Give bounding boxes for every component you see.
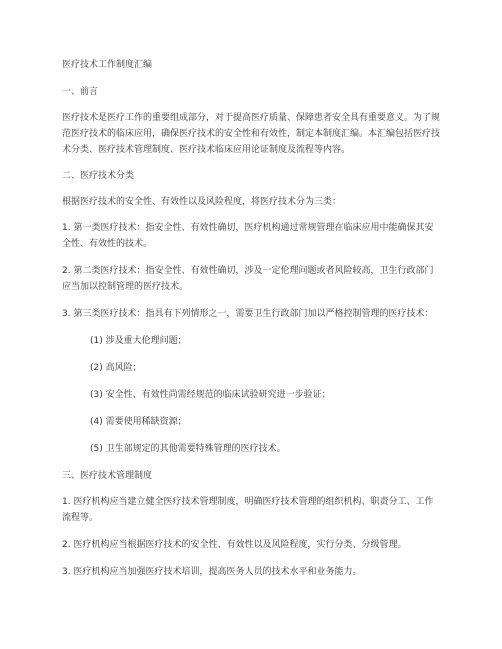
classification-intro: 根据医疗技术的安全性、有效性以及风险程度，将医疗技术分为三类：: [62, 197, 342, 207]
classification-item-3: 3. 第三类医疗技术：指具有下列情形之一，需要卫生行政部门加以严格控制管理的医疗技术：: [62, 309, 434, 319]
class-three-criterion-1: (1) 涉及重大伦理问题；: [90, 336, 187, 346]
classification-item-2: 2. 第二类医疗技术：指安全性、有效性确切，涉及一定伦理问题或者风险较高，卫生行政部门应当加以控制管理的医疗技术。: [62, 266, 434, 292]
management-item-1: 1. 医疗机构应当建立健全医疗技术管理制度，明确医疗技术管理的组织机构、职责分工、工作流程等。: [62, 497, 434, 523]
document-title: 医疗技术工作制度汇编: [62, 60, 153, 70]
management-item-3: 3. 医疗机构应当加强医疗技术培训，提高医务人员的技术水平和业务能力。: [62, 567, 362, 577]
section-heading-management: 三、医疗技术管理制度: [62, 471, 153, 481]
section-heading-preface: 一、前言: [62, 87, 99, 97]
classification-item-1: 1. 第一类医疗技术：指安全性、有效性确切，医疗机构通过常规管理在临床应用中能确保其安全性、有效性的技术。: [62, 223, 434, 249]
document-body: [62, 57, 442, 591]
class-three-criterion-2: (2) 高风险；: [90, 363, 142, 373]
management-item-2: 2. 医疗机构应当根据医疗技术的安全性、有效性以及风险程度，实行分类、分级管理。: [62, 540, 407, 550]
class-three-criterion-5: (5) 卫生部规定的其他需要特殊管理的医疗技术。: [90, 444, 286, 454]
preface-paragraph: 医疗技术是医疗工作的重要组成部分，对于提高医疗质量、保障患者安全具有重要意义。为了规范医疗技术的临床应用，确保医疗技术的安全性和有效性，制定本制度汇编。本汇编包括医疗技术分类、医疗技术管理制度、医疗技术临床应用论证制度及流程等内容。: [62, 113, 441, 155]
class-three-criterion-4: (4) 需要使用稀缺资源；: [90, 417, 187, 427]
section-heading-classification: 二、医疗技术分类: [62, 171, 135, 181]
class-three-criterion-3: (3) 安全性、有效性尚需经规范的临床试验研究进一步验证；: [90, 390, 331, 400]
